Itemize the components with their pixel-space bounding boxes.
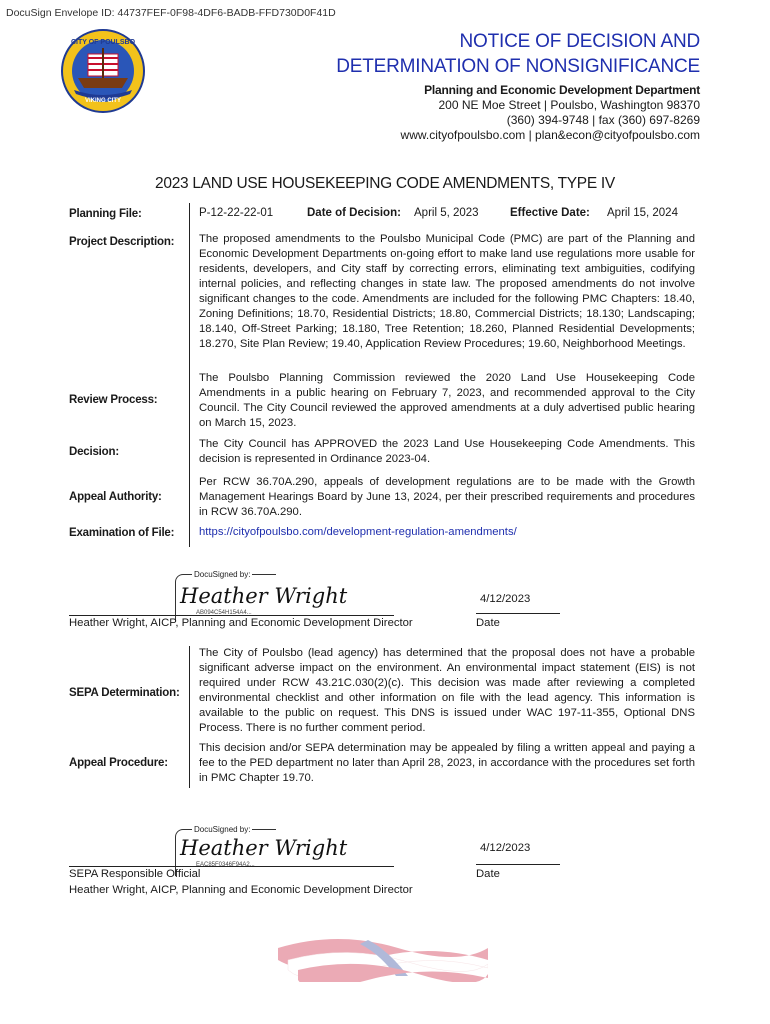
appeal-procedure-text: This decision and/or SEPA determination may be appealed by filing a written appeal and paying a fee to the PED department no later than April 28, 2023, in accordance with the procedures set forth in PMC Chapter 19.70. xyxy=(199,742,695,784)
flag-watermark-icon xyxy=(278,930,488,982)
department-phone: (360) 394-9748 | fax (360) 697-8269 xyxy=(506,113,700,127)
sepa-determination-label: SEPA Determination: xyxy=(69,687,180,699)
effective-date-value: April 15, 2024 xyxy=(607,207,678,219)
review-process-text: The Poulsbo Planning Commission reviewed the 2020 Land Use Housekeeping Code Amendments in a public hearing on February 7, 2023, and recommended approval to the City Council. The City Council reviewed the approved amendments at a duly advertised public hearing on March 15, 2023. xyxy=(199,372,695,429)
signature-id-2: EAC85F0346F94A2... xyxy=(196,862,255,868)
signature-line-1 xyxy=(69,615,394,616)
sign-date-1: 4/12/2023 xyxy=(480,593,531,605)
department-name: Planning and Economic Development Department xyxy=(424,83,700,97)
date-label-2: Date xyxy=(476,868,500,880)
review-process-label: Review Process: xyxy=(69,394,158,406)
signature-2: Heather Wright xyxy=(180,836,348,860)
city-seal-logo xyxy=(60,28,146,114)
department-address: 200 NE Moe Street | Poulsbo, Washington 98370 xyxy=(438,98,700,112)
column-divider-top xyxy=(189,203,190,547)
signature-line-2 xyxy=(69,866,394,867)
planning-file-label: Planning File: xyxy=(69,208,142,220)
department-web: www.cityofpoulsbo.com | plan&econ@cityofpoulsbo.com xyxy=(400,128,700,142)
examination-link[interactable]: https://cityofpoulsbo.com/development-regulation-amendments/ xyxy=(199,526,517,538)
title-line-1: NOTICE OF DECISION AND xyxy=(459,31,700,52)
main-heading: 2023 LAND USE HOUSEKEEPING CODE AMENDMENTS, TYPE IV xyxy=(155,175,615,192)
signer-2: Heather Wright, AICP, Planning and Economic Development Director xyxy=(69,884,413,896)
seal-top-text: CITY OF POULSBO xyxy=(70,39,136,46)
examination-label: Examination of File: xyxy=(69,527,175,539)
project-description-text: The proposed amendments to the Poulsbo Municipal Code (PMC) are part of the Planning and Economic Development Departments on-going effort to make land use regulations more usable for residents, developers, and City staff by correcting errors, eliminating text ambiguities, codifying internal policies, and reflecting changes in state law. The proposed amendments do not involve significant changes to the code. Amendments are included for the following PMC Chapters: 18.40, Zoning Definitions; 18.70, Residential Districts; 18.80, Commercial Districts; 18.130; Landscaping; 18.140, Off-Street Parking; 18.180, Tree Retention; 18.260, Planned Residential Developments; 18.270, Site Plan Review; 19.40, Application Review Procedures; 19.60, Neighborhood Meetings. xyxy=(199,233,695,350)
signer-1: Heather Wright, AICP, Planning and Economic Development Director xyxy=(69,617,413,629)
appeal-authority-label: Appeal Authority: xyxy=(69,491,162,503)
date-line-1 xyxy=(476,613,560,614)
title-line-2: DETERMINATION OF NONSIGNIFICANCE xyxy=(336,56,700,77)
sign-date-2: 4/12/2023 xyxy=(480,842,531,854)
decision-text: The City Council has APPROVED the 2023 Land Use Housekeeping Code Amendments. This decision is represented in Ordinance 2023-04. xyxy=(199,438,695,465)
date-label-1: Date xyxy=(476,617,500,629)
sepa-responsible-role: SEPA Responsible Official xyxy=(69,868,201,880)
date-line-2 xyxy=(476,864,560,865)
appeal-procedure-label: Appeal Procedure: xyxy=(69,757,168,769)
planning-file-value: P-12-22-22-01 xyxy=(199,207,274,219)
signature-1: Heather Wright xyxy=(180,584,348,608)
seal-bottom-text: VIKING CITY xyxy=(84,98,122,104)
docusigned-by-label-1: DocuSigned by: xyxy=(194,570,251,579)
project-description-label: Project Description: xyxy=(69,236,175,248)
docusigned-by-label-2: DocuSigned by: xyxy=(194,825,251,834)
decision-label: Decision: xyxy=(69,446,119,458)
signature-id-1: AB094C54H154A4... xyxy=(196,610,252,616)
sepa-determination-text: The City of Poulsbo (lead agency) has determined that the proposal does not have a probable significant adverse impact on the environment. An environmental impact statement (EIS) is not required under RCW 43.21C.030(2)(c). This decision was made after reviewing a completed environmental checklist and other information on file with the lead agency. This information is available to the public on request. This DNS is issued under WAC 197-11-355, Optional DNS Process. There is no further comment period. xyxy=(199,647,695,734)
date-of-decision-value: April 5, 2023 xyxy=(414,207,479,219)
appeal-authority-text: Per RCW 36.70A.290, appeals of development regulations are to be made with the Growth Management Hearings Board by June 13, 2024, per their prescribed requirements and procedures in RCW 36.70A.290. xyxy=(199,476,695,518)
effective-date-label: Effective Date: xyxy=(510,207,590,219)
envelope-id: DocuSign Envelope ID: 44737FEF-0F98-4DF6-BADB-FFD730D0F41D xyxy=(6,7,336,19)
date-of-decision-label: Date of Decision: xyxy=(307,207,401,219)
column-divider-bottom xyxy=(189,646,190,788)
